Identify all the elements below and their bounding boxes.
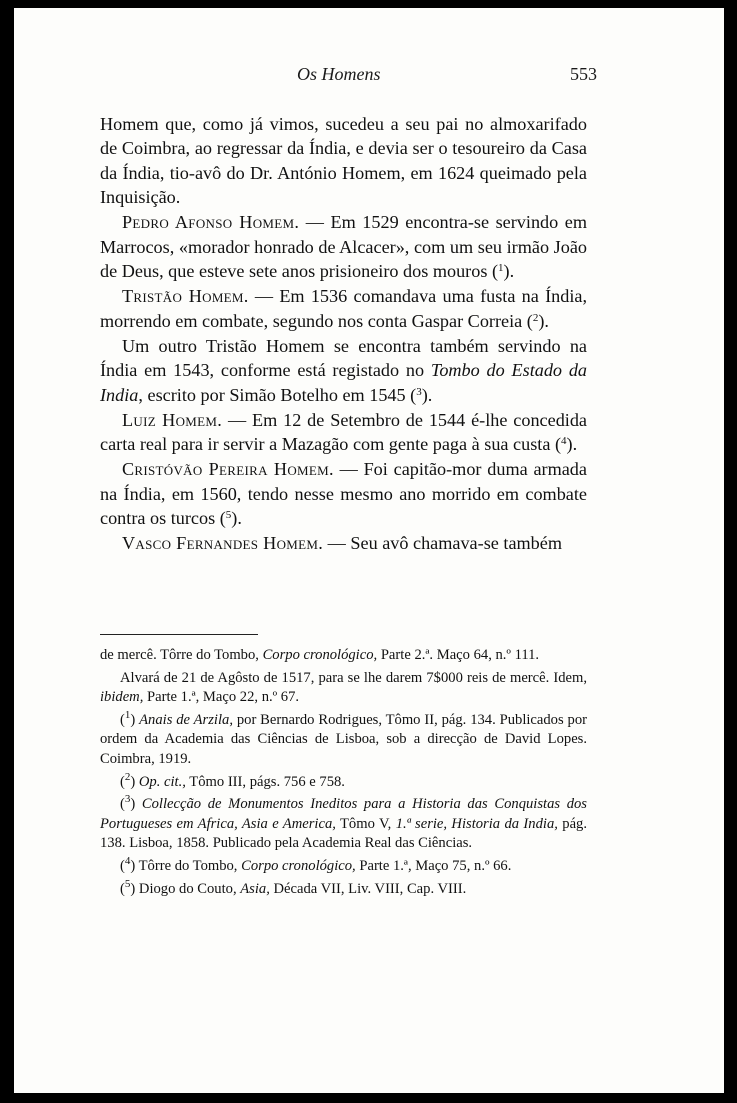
paragraph-text: Um outro Tristão Homem se encontra também servindo na Índia em 1543, conforme está registado no [100,335,587,381]
footnote: ($^1$) Anais de Arzila, por Bernardo Rodrigues, Tômo II, pág. 134. Publicados por ordem da Academia das Ciências de Lisboa, sob a direcção de David Lopes. Coimbra, 1919. [100,708,587,767]
entry-name: Luiz Homem. [122,409,223,430]
paragraph [100,531,587,555]
footnote-text: Diogo do Couto, [135,880,241,897]
footnote-number: 2 [124,770,131,783]
footnote-italic: Op. cit., [138,773,186,790]
entry-name: Tristão Homem. [122,286,249,307]
footnote-italic: Asia, [240,880,270,897]
paragraph [100,408,587,457]
footnote-italic: 1.ª serie, Historia da India, [395,815,558,832]
footnote-divider [100,634,258,635]
paragraph-text: ). [421,384,433,405]
footnote: ($^3$) Collecção de Monumentos Ineditos para a Historia das Conquistas dos Portugueses em Africa, Asia e America, Tômo V, 1.ª serie, Historia da India, pág. 138. Lisboa, 1858. Publicado pela Academia Real das Ciências. [100,793,587,852]
paragraph [100,334,587,407]
paragraph-text: ). [538,310,549,331]
paragraph-text: ). [231,507,242,528]
entry-name: Pedro Afonso Homem. [122,212,300,233]
footnote-number: 5 [124,877,131,890]
running-header [97,64,597,88]
footnote-ref: 1 [498,262,504,275]
footnote-text: de mercê. Tôrre do Tombo, [100,647,263,663]
footnote-text: Década VII, Liv. VIII, Cap. VIII. [269,880,467,897]
footnote-ref: 2 [532,311,539,324]
footnote-text: Parte 2.ª. Maço 64, n.º 111. [377,647,540,663]
paragraph-text: Homem que, como já vimos, sucedeu a seu pai no almoxarifado de Coimbra, ao regressar da Índia, e devia ser o tesoureiro da Casa da Índia, tio-avô do Dr. António Homem, em 1624 queimado pela Inquisição. [100,114,587,208]
running-title: Os Homens [297,64,381,84]
footnote-ref: 5 [225,508,232,521]
footnote: ($^5$) Diogo do Couto, Asia, Década VII, Liv. VIII, Cap. VIII. [120,877,467,897]
footnote-text: Tômo V, [335,815,396,832]
paragraph-text: ). [503,261,515,282]
paragraph [100,457,587,530]
entry-name: Vasco Fernandes Homem. [122,533,324,554]
footnote-number: 3 [124,793,131,806]
footnote [100,669,587,708]
footnote-text: pág. 138. Lisboa, 1858. Publicado pela Academia Real das Ciências. [100,815,587,852]
paragraph [100,210,587,283]
footnote-italic: Corpo cronológico, [241,857,356,874]
footnotes [100,646,587,902]
footnote-text: Parte 1.ª, Maço 75, n.º 66. [355,857,512,874]
footnote-number: 1 [124,708,131,721]
footnote-ref: 3 [416,385,422,398]
footnote-text: por Bernardo Rodrigues, Tômo II, pág. 134. Publicados por ordem da Academia das Ciências de Lisboa, sob a direcção de David Lopes. Coimbra, 1919. [100,711,587,767]
footnote: ($^2$) Op. cit., Tômo III, págs. 756 e 758. [120,770,345,790]
footnote-text: Tômo III, págs. 756 e 758. [185,773,345,790]
work-title: Tombo do Estado da India [100,360,588,405]
paragraph-text: , escrito por Simão Botelho em 1545 ( [138,384,417,405]
footnote-ref: 4 [561,435,567,448]
body-text [100,112,587,556]
paragraph-text: — Em 12 de Setembro de 1544 é-lhe concedida carta real para ir servir a Mazagão com gente paga à sua custa ( [100,409,588,455]
footnote-italic: Collecção de Monumentos Ineditos para a Historia das Conquistas dos Portugueses em Africa, Asia e America, [100,796,587,832]
paragraph-text: — Em 1529 encontra-se servindo em Marrocos, «morador honrado de Alcacer», com um seu irmão João de Deus, que esteve sete anos prisioneiro dos mouros ( [100,212,587,282]
footnote-italic: Corpo cronológico, [262,647,378,663]
page-number: 553 [570,64,597,84]
footnote-italic: Anais de Arzila, [139,711,233,728]
footnote-text: Parte 1.ª, Maço 22, n.º 67. [143,689,300,706]
footnote [100,646,587,666]
entry-name: Cristóvão Pereira Homem. [122,459,334,480]
paragraph [100,284,587,333]
paragraph [100,112,587,210]
footnote: ($^4$) Tôrre do Tombo, Corpo cronológico, Parte 1.ª, Maço 75, n.º 66. [120,854,512,874]
footnote-text: Alvará de 21 de Agôsto de 1517, para se lhe darem 7$000 reis de mercê. Idem, [120,669,587,686]
paragraph-text: — Seu avô chamava-se também [323,533,562,554]
paragraph-text: — Em 1536 comandava uma fusta na Índia, morrendo em combate, segundo nos conta Gaspar Correia ( [100,286,587,331]
footnote-number: 4 [124,854,131,867]
paragraph-text: — Foi capitão-mor duma armada na Índia, em 1560, tendo nesse mesmo ano morrido em combate contra os turcos ( [100,459,587,528]
footnote-text: Tôrre do Tombo, [135,857,242,874]
footnote-italic: ibidem, [100,689,144,706]
paragraph-text: ). [566,434,578,455]
